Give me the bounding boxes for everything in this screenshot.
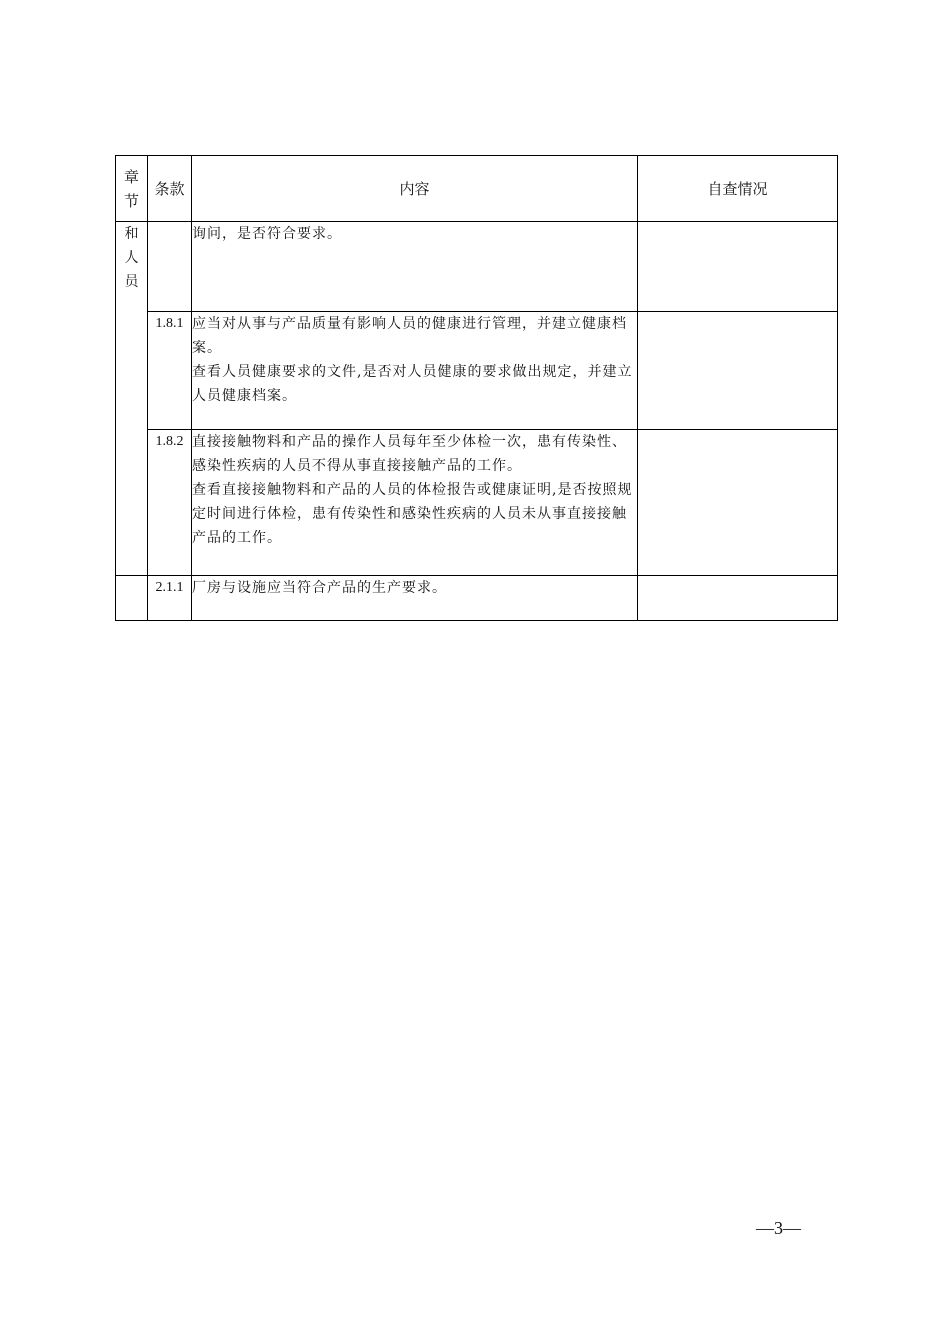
chapter-cell-empty — [116, 576, 148, 621]
clause-cell — [148, 222, 192, 312]
table-row — [116, 576, 838, 621]
self-inspection-table — [115, 155, 838, 621]
self-check-cell[interactable] — [638, 312, 838, 430]
content-paragraph: 厂房与设施应当符合产品的生产要求。 — [192, 580, 447, 596]
header-clause: 条款 — [148, 156, 192, 222]
content-paragraph: 查看直接接触物料和产品的人员的体检报告或健康证明,是否按照规定时间进行体检，患有传染性和感染性疾病的人员未从事直接接触产品的工作。 — [192, 482, 633, 546]
page-number: —3— — [756, 1218, 801, 1238]
content-paragraph: 询问，是否符合要求。 — [192, 226, 342, 242]
chapter-char: 人 — [124, 250, 139, 266]
chapter-char: 员 — [124, 274, 139, 290]
self-check-cell[interactable] — [638, 430, 838, 576]
content-paragraph: 应当对从事与产品质量有影响人员的健康进行管理，并建立健康档案。 — [192, 316, 627, 356]
header-chapter-line2: 节 — [123, 191, 139, 210]
header-self-check: 自查情况 — [638, 156, 838, 222]
clause-cell: 1.8.2 — [148, 430, 192, 576]
header-content: 内容 — [192, 156, 638, 222]
self-check-cell[interactable] — [638, 576, 838, 621]
header-chapter-line1: 章 — [123, 167, 139, 186]
header-chapter — [116, 156, 148, 222]
chapter-cell — [116, 222, 148, 576]
content-cell — [192, 430, 638, 576]
self-check-cell[interactable] — [638, 222, 838, 312]
content-paragraph: 查看人员健康要求的文件,是否对人员健康的要求做出规定，并建立人员健康档案。 — [192, 364, 633, 404]
clause-cell: 1.8.1 — [148, 312, 192, 430]
header-row — [116, 156, 838, 222]
content-cell — [192, 576, 638, 621]
table-row — [116, 222, 838, 312]
table-row — [116, 430, 838, 576]
content-cell — [192, 222, 638, 312]
content-cell — [192, 312, 638, 430]
content-paragraph: 直接接触物料和产品的操作人员每年至少体检一次，患有传染性、感染性疾病的人员不得从事直接接触产品的工作。 — [192, 434, 627, 474]
table-row — [116, 312, 838, 430]
chapter-char: 和 — [124, 226, 139, 242]
clause-cell: 2.1.1 — [148, 576, 192, 621]
